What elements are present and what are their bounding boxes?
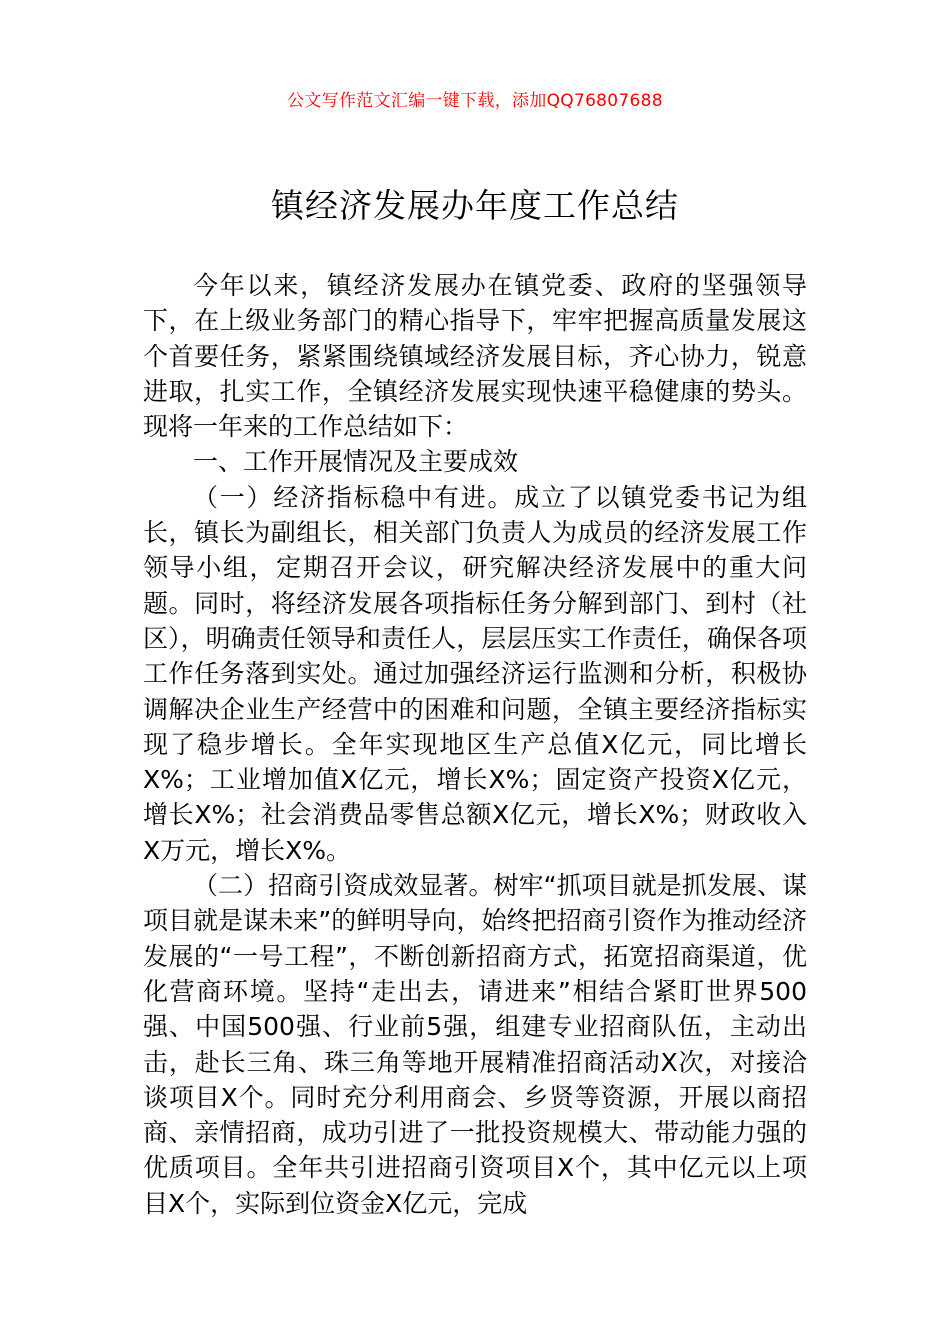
download-notice: 公文写作范文汇编一键下载，添加QQ76807688 xyxy=(287,91,663,111)
investment-paragraph: （二）招商引资成效显著。树牢“抓项目就是抓发展、谋项目就是谋未来”的鲜明导向，始终把招商引资作为推动经济发展的“一号工程”，不断创新招商方式，拓宽招商渠道，优化营商环境。坚持“走出去，请进来”相结合紧盯世界500强、中国500强、行业前5强，组建专业招商队伍，主动出击，赴长三角、珠三角等地开展精准招商活动X次，对接洽谈项目X个。同时充分利用商会、乡贤等资源，开展以商招商、亲情招商，成功引进了一批投资规模大、带动能力强的优质项目。全年共引进招商引资项目X个，其中亿元以上项目X个，实际到位资金X亿元，完成 xyxy=(143,871,807,1218)
economic-indicators-paragraph: （一）经济指标稳中有进。成立了以镇党委书记为组长，镇长为副组长，相关部门负责人为成员的经济发展工作领导小组，定期召开会议，研究解决经济发展中的重大问题。同时，将经济发展各项指标任务分解到部门、到村（社区），明确责任领导和责任人，层层压实工作责任，确保各项工作任务落到实处。通过加强经济运行监测和分析，积极协调解决企业生产经营中的困难和问题，全镇主要经济指标实现了稳步增长。全年实现地区生产总值X亿元，同比增长X%；工业增加值X亿元，增长X%；固定资产投资X亿元，增长X%；社会消费品零售总额X亿元，增长X%；财政收入X万元，增长X%。 xyxy=(143,482,807,865)
section-heading: 一、工作开展情况及主要成效 xyxy=(193,447,519,477)
intro-paragraph: 今年以来，镇经济发展办在镇党委、政府的坚强领导下，在上级业务部门的精心指导下，牢牢把握高质量发展这个首要任务，紧紧围绕镇域经济发展目标，齐心协力，锐意进取，扎实工作，全镇经济发展实现快速平稳健康的势头。现将一年来的工作总结如下： xyxy=(143,271,807,442)
document-body xyxy=(143,268,807,1221)
document-title: 镇经济发展办年度工作总结 xyxy=(271,186,679,225)
